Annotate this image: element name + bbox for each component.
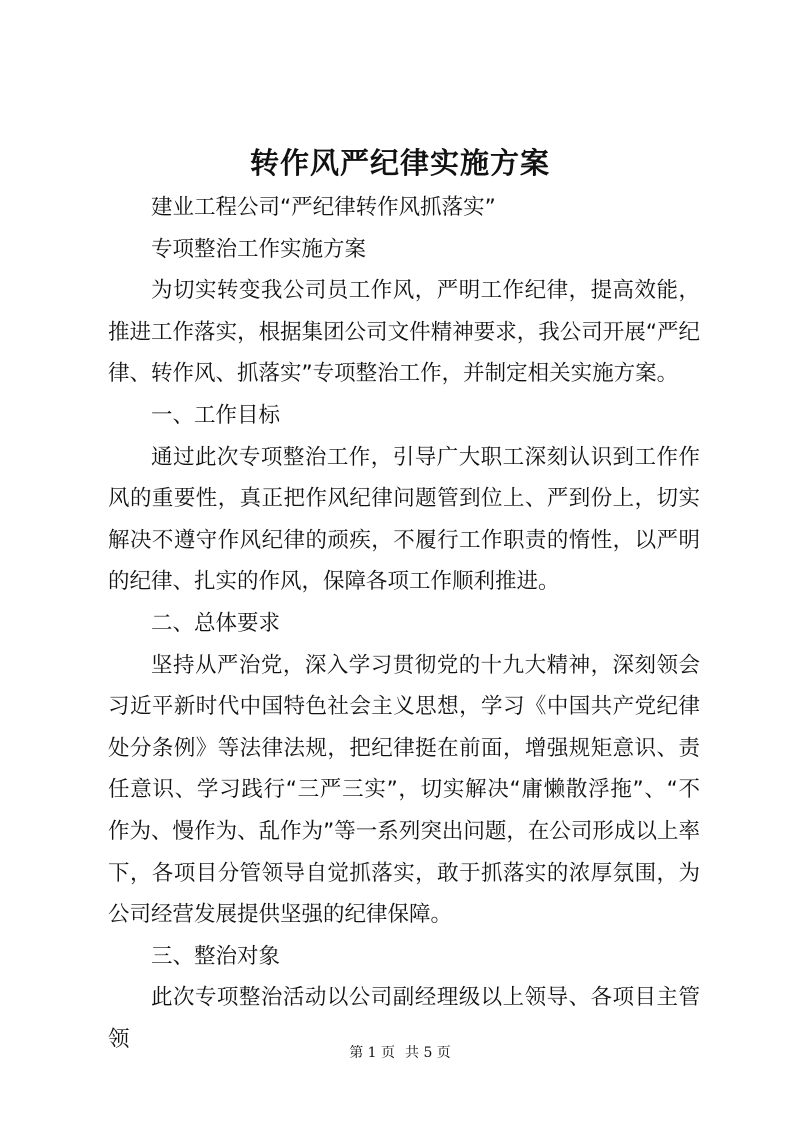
page-number: 第 1 页: [349, 1045, 395, 1061]
section-heading-requirements: 二、总体要求: [151, 610, 281, 636]
company-heading-line: 建业工程公司“严纪律转作风抓落实”: [151, 195, 496, 220]
section-heading-targets: 三、整治对象: [151, 943, 281, 969]
targets-paragraph: 此次专项整治活动以公司副经理级以上领导、各项目主管领: [108, 985, 700, 1052]
page-total: 共 5 页: [405, 1045, 451, 1061]
page-footer: [0, 1043, 800, 1063]
goals-paragraph: 通过此次专项整治工作，引导广大职工深刻认识到工作作风的重要性，真正把作风纪律问题管到位上、严到份上，切实解决不遵守作风纪律的顽疾，不履行工作职责的惰性，以严明的纪律、扎实的作风，保障各项工作顺利推进。: [108, 444, 700, 595]
intro-paragraph: 为切实转变我公司员工作风，严明工作纪律，提高效能，推进工作落实，根据集团公司文件精神要求，我公司开展“严纪律、转作风、抓落实”专项整治工作，并制定相关实施方案。: [108, 278, 700, 387]
document-title: 转作风严纪律实施方案: [249, 146, 550, 180]
document-body: [108, 187, 700, 1060]
section-heading-goals: 一、工作目标: [151, 402, 281, 428]
plan-heading-line: 专项整治工作实施方案: [151, 236, 367, 262]
requirements-paragraph: 坚持从严治党，深入学习贯彻党的十九大精神，深刻领会习近平新时代中国特色社会主义思想，学习《中国共产党纪律处分条例》等法律法规，把纪律挺在前面，增强规矩意识、责任意识、学习践行“三严三实”，切实解决“庸懒散浮拖”、“不作为、慢作为、乱作为”等一系列突出问题，在公司形成以上率下，各项目分管领导自觉抓落实，敢于抓落实的浓厚氛围，为公司经营发展提供坚强的纪律保障。: [108, 652, 700, 928]
